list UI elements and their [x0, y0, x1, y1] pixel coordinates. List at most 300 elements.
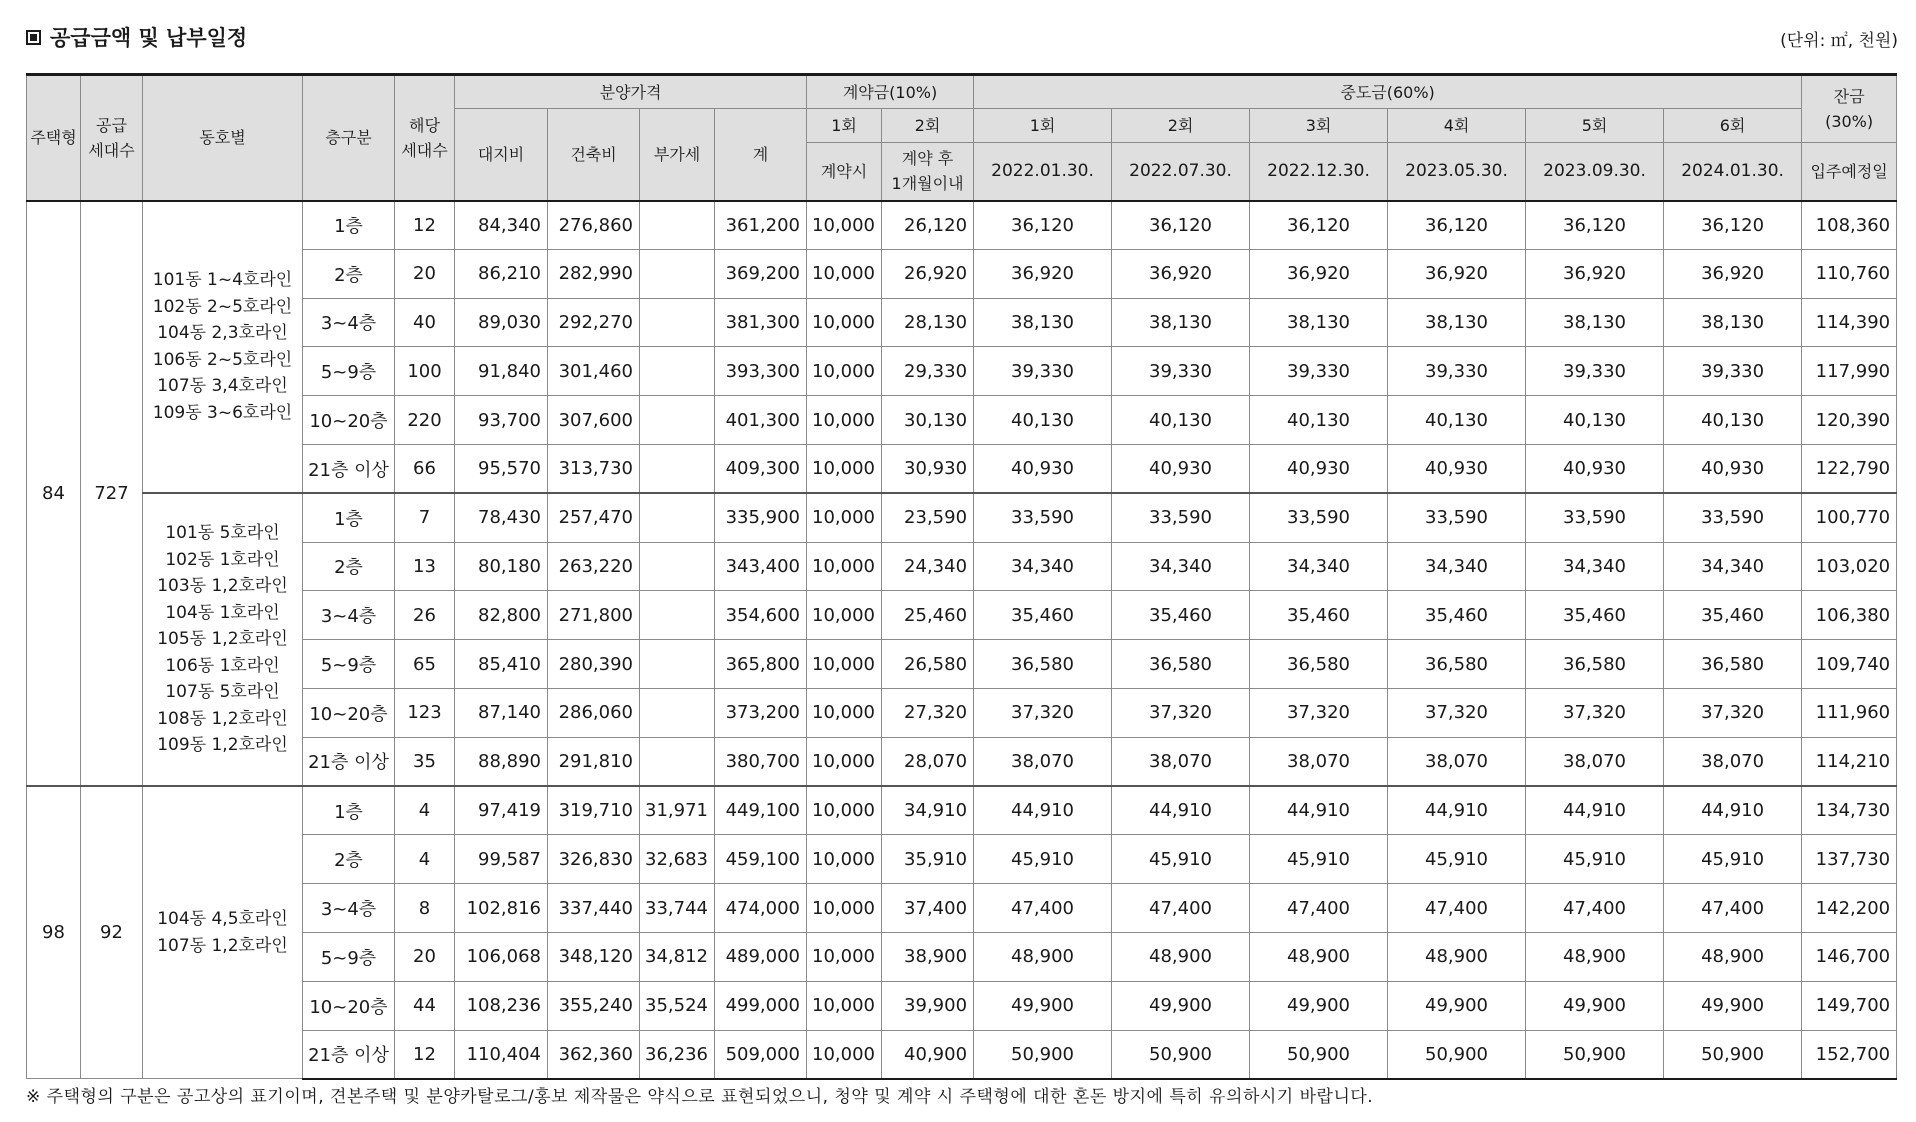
units-cell: 20 — [395, 932, 455, 981]
floor-cell: 21층 이상 — [303, 737, 395, 786]
interim-cell: 45,910 — [1526, 835, 1664, 884]
table-row — [27, 981, 1897, 1030]
deposit-1-cell: 10,000 — [807, 396, 882, 445]
interim-cell: 50,900 — [1112, 1030, 1250, 1079]
deposit-1-cell: 10,000 — [807, 932, 882, 981]
table-row — [27, 493, 1897, 542]
interim-cell: 38,070 — [1664, 737, 1802, 786]
interim-cell: 40,930 — [974, 444, 1112, 493]
deposit-1-cell: 10,000 — [807, 591, 882, 640]
total-price-cell: 365,800 — [715, 640, 807, 689]
interim-cell: 45,910 — [1664, 835, 1802, 884]
interim-cell: 34,340 — [1250, 542, 1388, 591]
floor-cell: 3~4층 — [303, 591, 395, 640]
floor-cell: 5~9층 — [303, 640, 395, 689]
balance-cell: 152,700 — [1802, 1030, 1897, 1079]
deposit-2-cell: 23,590 — [882, 493, 974, 542]
balance-cell: 100,770 — [1802, 493, 1897, 542]
table-row — [27, 786, 1897, 835]
interim-cell: 36,120 — [1112, 201, 1250, 250]
vat-cell: 33,744 — [640, 884, 715, 933]
vat-cell: 32,683 — [640, 835, 715, 884]
table-row — [27, 884, 1897, 933]
interim-cell: 40,130 — [974, 396, 1112, 445]
dong-line-cell: 101동 1~4호라인 102동 2~5호라인 104동 2,3호라인 106동 2~5호라인 107동 3,4호라인 109동 3~6호라인 — [143, 201, 303, 494]
balance-cell: 108,360 — [1802, 201, 1897, 250]
vat-cell — [640, 493, 715, 542]
interim-cell: 47,400 — [1112, 884, 1250, 933]
interim-cell: 48,900 — [1250, 932, 1388, 981]
floor-cell: 2층 — [303, 249, 395, 298]
total-price-cell: 449,100 — [715, 786, 807, 835]
total-price-cell: 381,300 — [715, 298, 807, 347]
building-price-cell: 292,270 — [548, 298, 640, 347]
interim-cell: 36,120 — [1250, 201, 1388, 250]
interim-cell: 36,120 — [1388, 201, 1526, 250]
interim-cell: 36,580 — [974, 640, 1112, 689]
interim-cell: 40,130 — [1388, 396, 1526, 445]
interim-cell: 39,330 — [1388, 347, 1526, 396]
deposit-2-cell: 30,130 — [882, 396, 974, 445]
interim-cell: 49,900 — [1250, 981, 1388, 1030]
table-row — [27, 737, 1897, 786]
land-price-cell: 108,236 — [455, 981, 548, 1030]
deposit-1-cell: 10,000 — [807, 444, 882, 493]
interim-cell: 49,900 — [1526, 981, 1664, 1030]
header-supply-units: 공급 세대수 — [81, 75, 143, 201]
floor-cell: 1층 — [303, 493, 395, 542]
interim-cell: 49,900 — [974, 981, 1112, 1030]
land-price-cell: 97,419 — [455, 786, 548, 835]
building-price-cell: 301,460 — [548, 347, 640, 396]
total-price-cell: 499,000 — [715, 981, 807, 1030]
interim-cell: 45,910 — [974, 835, 1112, 884]
land-price-cell: 102,816 — [455, 884, 548, 933]
deposit-2-cell: 30,930 — [882, 444, 974, 493]
interim-cell: 36,120 — [1664, 201, 1802, 250]
interim-cell: 40,930 — [1388, 444, 1526, 493]
building-price-cell: 326,830 — [548, 835, 640, 884]
interim-cell: 44,910 — [1250, 786, 1388, 835]
units-cell: 8 — [395, 884, 455, 933]
total-price-cell: 409,300 — [715, 444, 807, 493]
interim-cell: 36,580 — [1112, 640, 1250, 689]
header-balance: 잔금 (30%) — [1802, 75, 1897, 143]
building-price-cell: 362,360 — [548, 1030, 640, 1079]
unit-note: (단위: ㎡, 천원) — [1780, 31, 1898, 51]
balance-cell: 137,730 — [1802, 835, 1897, 884]
land-price-cell: 84,340 — [455, 201, 548, 250]
vat-cell — [640, 347, 715, 396]
interim-cell: 35,460 — [1388, 591, 1526, 640]
building-price-cell: 313,730 — [548, 444, 640, 493]
vat-cell — [640, 298, 715, 347]
land-price-cell: 89,030 — [455, 298, 548, 347]
floor-cell: 21층 이상 — [303, 444, 395, 493]
interim-cell: 35,460 — [1526, 591, 1664, 640]
table-row — [27, 298, 1897, 347]
interim-cell: 40,130 — [1250, 396, 1388, 445]
floor-cell: 1층 — [303, 786, 395, 835]
interim-cell: 34,340 — [1526, 542, 1664, 591]
table-row — [27, 835, 1897, 884]
building-price-cell: 276,860 — [548, 201, 640, 250]
header-interim-date: 2024.01.30. — [1664, 143, 1802, 201]
header-building: 건축비 — [548, 109, 640, 201]
interim-cell: 44,910 — [1112, 786, 1250, 835]
interim-cell: 47,400 — [1388, 884, 1526, 933]
table-row — [27, 396, 1897, 445]
interim-cell: 36,920 — [1388, 249, 1526, 298]
interim-cell: 50,900 — [1250, 1030, 1388, 1079]
supply-units-cell: 92 — [81, 786, 143, 1079]
interim-cell: 48,900 — [1112, 932, 1250, 981]
balance-cell: 111,960 — [1802, 688, 1897, 737]
land-price-cell: 91,840 — [455, 347, 548, 396]
building-price-cell: 291,810 — [548, 737, 640, 786]
deposit-2-cell: 24,340 — [882, 542, 974, 591]
table-body — [27, 201, 1897, 1079]
section-title — [26, 22, 247, 52]
interim-cell: 40,930 — [1526, 444, 1664, 493]
balance-cell: 142,200 — [1802, 884, 1897, 933]
price-schedule-table — [26, 73, 1897, 1080]
floor-cell: 21층 이상 — [303, 1030, 395, 1079]
vat-cell — [640, 688, 715, 737]
interim-cell: 33,590 — [1526, 493, 1664, 542]
balance-cell: 109,740 — [1802, 640, 1897, 689]
building-price-cell: 263,220 — [548, 542, 640, 591]
interim-cell: 38,130 — [1526, 298, 1664, 347]
units-cell: 12 — [395, 1030, 455, 1079]
floor-cell: 1층 — [303, 201, 395, 250]
balance-cell: 106,380 — [1802, 591, 1897, 640]
interim-cell: 40,130 — [1112, 396, 1250, 445]
table-row — [27, 347, 1897, 396]
table-row — [27, 1030, 1897, 1079]
floor-cell: 10~20층 — [303, 688, 395, 737]
balance-cell: 149,700 — [1802, 981, 1897, 1030]
land-price-cell: 78,430 — [455, 493, 548, 542]
interim-cell: 37,320 — [974, 688, 1112, 737]
interim-cell: 49,900 — [1388, 981, 1526, 1030]
interim-cell: 38,130 — [974, 298, 1112, 347]
vat-cell: 31,971 — [640, 786, 715, 835]
building-price-cell: 257,470 — [548, 493, 640, 542]
total-price-cell: 459,100 — [715, 835, 807, 884]
interim-cell: 45,910 — [1388, 835, 1526, 884]
table-row — [27, 249, 1897, 298]
interim-cell: 35,460 — [1664, 591, 1802, 640]
interim-cell: 40,930 — [1250, 444, 1388, 493]
deposit-2-cell: 37,400 — [882, 884, 974, 933]
interim-cell: 35,460 — [974, 591, 1112, 640]
header-interim-date: 2022.07.30. — [1112, 143, 1250, 201]
floor-cell: 10~20층 — [303, 981, 395, 1030]
floor-cell: 3~4층 — [303, 298, 395, 347]
header-interim-round: 1회 — [974, 109, 1112, 143]
interim-cell: 33,590 — [1250, 493, 1388, 542]
building-price-cell: 337,440 — [548, 884, 640, 933]
land-price-cell: 110,404 — [455, 1030, 548, 1079]
header-units: 해당 세대수 — [395, 75, 455, 201]
header-total: 계 — [715, 109, 807, 201]
balance-cell: 114,210 — [1802, 737, 1897, 786]
housing-type-cell: 98 — [27, 786, 81, 1079]
deposit-2-cell: 26,920 — [882, 249, 974, 298]
floor-cell: 5~9층 — [303, 932, 395, 981]
floor-cell: 5~9층 — [303, 347, 395, 396]
vat-cell — [640, 396, 715, 445]
deposit-2-cell: 39,900 — [882, 981, 974, 1030]
header-balance-when: 입주예정일 — [1802, 143, 1897, 201]
interim-cell: 36,120 — [974, 201, 1112, 250]
interim-cell: 34,340 — [974, 542, 1112, 591]
dong-line-cell: 104동 4,5호라인 107동 1,2호라인 — [143, 786, 303, 1079]
total-price-cell: 369,200 — [715, 249, 807, 298]
interim-cell: 34,340 — [1388, 542, 1526, 591]
housing-type-cell: 84 — [27, 201, 81, 787]
table-row — [27, 688, 1897, 737]
deposit-1-cell: 10,000 — [807, 542, 882, 591]
balance-cell: 120,390 — [1802, 396, 1897, 445]
header-interim-date: 2023.09.30. — [1526, 143, 1664, 201]
units-cell: 123 — [395, 688, 455, 737]
units-cell: 44 — [395, 981, 455, 1030]
interim-cell: 35,460 — [1250, 591, 1388, 640]
building-price-cell: 307,600 — [548, 396, 640, 445]
deposit-2-cell: 26,580 — [882, 640, 974, 689]
interim-cell: 38,070 — [1388, 737, 1526, 786]
units-cell: 65 — [395, 640, 455, 689]
interim-cell: 50,900 — [974, 1030, 1112, 1079]
interim-cell: 50,900 — [1526, 1030, 1664, 1079]
supply-units-cell: 727 — [81, 201, 143, 787]
interim-cell: 45,910 — [1112, 835, 1250, 884]
total-price-cell: 489,000 — [715, 932, 807, 981]
interim-cell: 37,320 — [1388, 688, 1526, 737]
balance-cell: 122,790 — [1802, 444, 1897, 493]
interim-cell: 44,910 — [1388, 786, 1526, 835]
interim-cell: 38,130 — [1250, 298, 1388, 347]
deposit-1-cell: 10,000 — [807, 688, 882, 737]
interim-cell: 39,330 — [1112, 347, 1250, 396]
floor-cell: 10~20층 — [303, 396, 395, 445]
interim-cell: 40,130 — [1526, 396, 1664, 445]
header-interim-round: 4회 — [1388, 109, 1526, 143]
interim-cell: 47,400 — [974, 884, 1112, 933]
footnote: ※ 주택형의 구분은 공고상의 표기이며, 견본주택 및 분양카탈로그/홍보 제작물은 약식으로 표현되었으니, 청약 및 계약 시 주택형에 대한 혼돈 방지에 특히 유의하시기 바랍니다. — [26, 1087, 1374, 1107]
building-price-cell: 286,060 — [548, 688, 640, 737]
balance-cell: 110,760 — [1802, 249, 1897, 298]
interim-cell: 38,130 — [1388, 298, 1526, 347]
header-interim: 중도금(60%) — [974, 75, 1802, 109]
balance-cell: 114,390 — [1802, 298, 1897, 347]
interim-cell: 35,460 — [1112, 591, 1250, 640]
units-cell: 12 — [395, 201, 455, 250]
section-title-text: 공급금액 및 납부일정 — [50, 26, 248, 50]
floor-cell: 2층 — [303, 835, 395, 884]
deposit-1-cell: 10,000 — [807, 786, 882, 835]
total-price-cell: 354,600 — [715, 591, 807, 640]
interim-cell: 40,130 — [1664, 396, 1802, 445]
vat-cell — [640, 640, 715, 689]
interim-cell: 38,070 — [1112, 737, 1250, 786]
header-interim-round: 3회 — [1250, 109, 1388, 143]
dong-line-cell: 101동 5호라인 102동 1호라인 103동 1,2호라인 104동 1호라인 105동 1,2호라인 106동 1호라인 107동 5호라인 108동 1,2호라인 109동 1,2호라인 — [143, 493, 303, 786]
interim-cell: 47,400 — [1664, 884, 1802, 933]
deposit-2-cell: 38,900 — [882, 932, 974, 981]
header-deposit-2-when: 계약 후 1개월이내 — [882, 143, 974, 201]
interim-cell: 36,580 — [1664, 640, 1802, 689]
interim-cell: 48,900 — [1388, 932, 1526, 981]
interim-cell: 45,910 — [1250, 835, 1388, 884]
vat-cell: 36,236 — [640, 1030, 715, 1079]
deposit-2-cell: 35,910 — [882, 835, 974, 884]
deposit-1-cell: 10,000 — [807, 298, 882, 347]
interim-cell: 38,130 — [1112, 298, 1250, 347]
total-price-cell: 380,700 — [715, 737, 807, 786]
header-interim-date: 2022.01.30. — [974, 143, 1112, 201]
header-land: 대지비 — [455, 109, 548, 201]
building-price-cell: 271,800 — [548, 591, 640, 640]
header-deposit: 계약금(10%) — [807, 75, 974, 109]
units-cell: 220 — [395, 396, 455, 445]
interim-cell: 33,590 — [974, 493, 1112, 542]
table-row — [27, 542, 1897, 591]
table-row — [27, 591, 1897, 640]
units-cell: 7 — [395, 493, 455, 542]
total-price-cell: 373,200 — [715, 688, 807, 737]
interim-cell: 49,900 — [1112, 981, 1250, 1030]
header-deposit-1: 1회 — [807, 109, 882, 143]
land-price-cell: 93,700 — [455, 396, 548, 445]
floor-cell: 2층 — [303, 542, 395, 591]
interim-cell: 36,580 — [1250, 640, 1388, 689]
deposit-2-cell: 27,320 — [882, 688, 974, 737]
interim-cell: 36,580 — [1526, 640, 1664, 689]
deposit-1-cell: 10,000 — [807, 249, 882, 298]
units-cell: 4 — [395, 835, 455, 884]
interim-cell: 37,320 — [1526, 688, 1664, 737]
black-square-icon — [26, 30, 41, 45]
interim-cell: 37,320 — [1112, 688, 1250, 737]
header-dong: 동호별 — [143, 75, 303, 201]
land-price-cell: 99,587 — [455, 835, 548, 884]
interim-cell: 38,130 — [1664, 298, 1802, 347]
deposit-2-cell: 40,900 — [882, 1030, 974, 1079]
building-price-cell: 280,390 — [548, 640, 640, 689]
interim-cell: 48,900 — [974, 932, 1112, 981]
interim-cell: 48,900 — [1664, 932, 1802, 981]
deposit-1-cell: 10,000 — [807, 737, 882, 786]
deposit-2-cell: 29,330 — [882, 347, 974, 396]
interim-cell: 47,400 — [1250, 884, 1388, 933]
deposit-1-cell: 10,000 — [807, 981, 882, 1030]
interim-cell: 33,590 — [1112, 493, 1250, 542]
total-price-cell: 509,000 — [715, 1030, 807, 1079]
table-row — [27, 444, 1897, 493]
interim-cell: 37,320 — [1664, 688, 1802, 737]
land-price-cell: 87,140 — [455, 688, 548, 737]
header-interim-date: 2022.12.30. — [1250, 143, 1388, 201]
interim-cell: 38,070 — [974, 737, 1112, 786]
interim-cell: 34,340 — [1112, 542, 1250, 591]
interim-cell: 49,900 — [1664, 981, 1802, 1030]
building-price-cell: 319,710 — [548, 786, 640, 835]
header-deposit-1-when: 계약시 — [807, 143, 882, 201]
total-price-cell: 474,000 — [715, 884, 807, 933]
interim-cell: 44,910 — [1526, 786, 1664, 835]
total-price-cell: 361,200 — [715, 201, 807, 250]
interim-cell: 34,340 — [1664, 542, 1802, 591]
header-price: 분양가격 — [455, 75, 807, 109]
interim-cell: 38,070 — [1250, 737, 1388, 786]
units-cell: 26 — [395, 591, 455, 640]
table-row — [27, 201, 1897, 250]
deposit-1-cell: 10,000 — [807, 1030, 882, 1079]
interim-cell: 39,330 — [1250, 347, 1388, 396]
interim-cell: 36,920 — [974, 249, 1112, 298]
land-price-cell: 106,068 — [455, 932, 548, 981]
total-price-cell: 335,900 — [715, 493, 807, 542]
vat-cell — [640, 444, 715, 493]
deposit-1-cell: 10,000 — [807, 835, 882, 884]
interim-cell: 36,920 — [1664, 249, 1802, 298]
balance-cell: 146,700 — [1802, 932, 1897, 981]
deposit-1-cell: 10,000 — [807, 640, 882, 689]
units-cell: 13 — [395, 542, 455, 591]
interim-cell: 39,330 — [974, 347, 1112, 396]
interim-cell: 33,590 — [1388, 493, 1526, 542]
building-price-cell: 348,120 — [548, 932, 640, 981]
land-price-cell: 95,570 — [455, 444, 548, 493]
interim-cell: 39,330 — [1526, 347, 1664, 396]
interim-cell: 50,900 — [1388, 1030, 1526, 1079]
balance-cell: 103,020 — [1802, 542, 1897, 591]
interim-cell: 44,910 — [1664, 786, 1802, 835]
header-interim-round: 5회 — [1526, 109, 1664, 143]
interim-cell: 36,120 — [1526, 201, 1664, 250]
deposit-2-cell: 28,130 — [882, 298, 974, 347]
interim-cell: 48,900 — [1526, 932, 1664, 981]
vat-cell: 35,524 — [640, 981, 715, 1030]
units-cell: 35 — [395, 737, 455, 786]
interim-cell: 38,070 — [1526, 737, 1664, 786]
units-cell: 66 — [395, 444, 455, 493]
balance-cell: 134,730 — [1802, 786, 1897, 835]
units-cell: 100 — [395, 347, 455, 396]
building-price-cell: 355,240 — [548, 981, 640, 1030]
interim-cell: 50,900 — [1664, 1030, 1802, 1079]
table-row — [27, 640, 1897, 689]
units-cell: 20 — [395, 249, 455, 298]
table-row — [27, 932, 1897, 981]
land-price-cell: 85,410 — [455, 640, 548, 689]
header-interim-round: 2회 — [1112, 109, 1250, 143]
total-price-cell: 343,400 — [715, 542, 807, 591]
header-vat: 부가세 — [640, 109, 715, 201]
vat-cell — [640, 542, 715, 591]
land-price-cell: 80,180 — [455, 542, 548, 591]
interim-cell: 47,400 — [1526, 884, 1664, 933]
interim-cell: 37,320 — [1250, 688, 1388, 737]
deposit-2-cell: 26,120 — [882, 201, 974, 250]
vat-cell: 34,812 — [640, 932, 715, 981]
interim-cell: 39,330 — [1664, 347, 1802, 396]
deposit-2-cell: 25,460 — [882, 591, 974, 640]
interim-cell: 36,580 — [1388, 640, 1526, 689]
